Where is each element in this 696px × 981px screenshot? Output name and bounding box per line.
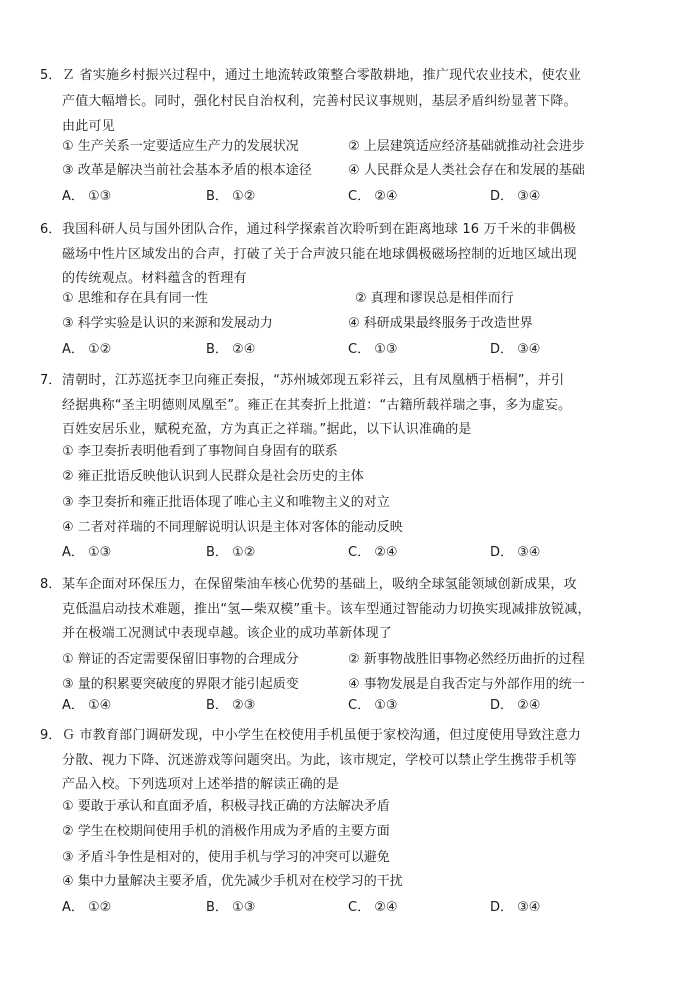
question-stem-line: 分散、视力下降、沉迷游戏等问题突出。为此，该市规定，学校可以禁止学生携带手机等: [62, 753, 577, 768]
answer-choice: D． ②④: [490, 698, 541, 713]
answer-choice: C． ①③: [348, 342, 398, 357]
question-stem-line: 产品入校。下列选项对上述举措的解读正确的是: [62, 777, 340, 792]
statement-option: ④ 科研成果最终服务于改造世界: [348, 316, 533, 331]
answer-choice: B． ②③: [206, 698, 256, 713]
statement-option: ④ 人民群众是人类社会存在和发展的基础: [348, 163, 585, 178]
statement-option: ② 新事物战胜旧事物必然经历曲折的过程: [348, 652, 585, 667]
answer-choice: A． ①②: [62, 900, 112, 915]
question-stem-line: 百姓安居乐业，赋税充盈，方为真正之祥瑞。”据此，以下认识准确的是: [62, 422, 472, 437]
statement-option: ① 辩证的否定需要保留旧事物的合理成分: [62, 652, 299, 667]
answer-choice: C． ①③: [348, 698, 398, 713]
statement-option: ③ 矛盾斗争性是相对的，使用手机与学习的冲突可以避免: [62, 850, 390, 865]
statement-option: ③ 科学实验是认识的来源和发展动力: [62, 316, 273, 331]
answer-choice: D． ③④: [490, 545, 541, 560]
question-stem-line: Ｇ 市教育部门调研发现，中小学生在校使用手机虽便于家校沟通，但过度使用导致注意力: [62, 728, 582, 743]
statement-option: ② 真理和谬误总是相伴而行: [355, 291, 514, 306]
answer-choice: B． ②④: [206, 342, 256, 357]
question-number: 6．: [40, 222, 62, 237]
answer-choice: D． ③④: [490, 342, 541, 357]
question-stem-line: 的传统观点。材料蕴含的哲理有: [62, 271, 247, 286]
answer-choice: C． ②④: [348, 545, 398, 560]
answer-choice: A． ①③: [62, 545, 112, 560]
question-number: 9．: [40, 728, 62, 743]
statement-option: ③ 改革是解决当前社会基本矛盾的根本途径: [62, 163, 312, 178]
statement-option: ① 思维和存在具有同一性: [62, 291, 208, 306]
answer-choice: A． ①②: [62, 342, 112, 357]
question-stem-line: 并在极端工况测试中表现卓越。该企业的成功革新体现了: [62, 626, 393, 641]
question-stem-line: Ｚ 省实施乡村振兴过程中，通过土地流转政策整合零散耕地，推广现代农业技术，使农业: [62, 68, 582, 83]
question-number: 5．: [40, 68, 62, 83]
statement-option: ① 生产关系一定要适应生产力的发展状况: [62, 139, 299, 154]
question-stem-line: 克低温启动技术难题，推出“氢—柴双模”重卡。该车型通过智能动力切换实现减排放锐减，: [62, 602, 591, 617]
question-number: 8．: [40, 577, 62, 592]
question-stem-line: 由此可见: [62, 119, 115, 134]
question-stem-line: 经据典称“圣主明德则凤凰至”。雍正在其奏折上批道：“古籍所载祥瑞之事，多为虚妄。: [62, 398, 572, 413]
statement-option: ① 李卫奏折表明他看到了事物间自身固有的联系: [62, 444, 338, 459]
question-stem-line: 某车企面对环保压力，在保留柴油车核心优势的基础上，吸纳全球氢能领域创新成果，攻: [62, 577, 577, 592]
answer-choice: A． ①③: [62, 189, 112, 204]
question-number: 7．: [40, 373, 62, 388]
statement-option: ④ 集中力量解决主要矛盾，优先减少手机对在校学习的干扰: [62, 874, 403, 889]
answer-choice: D． ③④: [490, 189, 541, 204]
statement-option: ② 学生在校期间使用手机的消极作用成为矛盾的主要方面: [62, 824, 390, 839]
question-stem-line: 磁场中性片区域发出的合声，打破了关于合声波只能在地球偶极磁场控制的近地区域出现: [62, 247, 577, 262]
question-stem-line: 我国科研人员与国外团队合作，通过科学探索首次聆听到在距离地球 16 万千米的非偶极: [62, 222, 577, 237]
answer-choice: C． ②④: [348, 189, 398, 204]
statement-option: ① 要敢于承认和直面矛盾，积极寻找正确的方法解决矛盾: [62, 799, 390, 814]
answer-choice: B． ①③: [206, 900, 256, 915]
statement-option: ② 雍正批语反映他认识到人民群众是社会历史的主体: [62, 469, 364, 484]
statement-option: ④ 事物发展是自我否定与外部作用的统一: [348, 677, 585, 692]
answer-choice: D． ③④: [490, 900, 541, 915]
answer-choice: B． ①②: [206, 545, 256, 560]
question-stem-line: 清朝时，江苏巡抚李卫向雍正奏报，“苏州城郊现五彩祥云，且有凤凰栖于梧桐”，并引: [62, 373, 565, 388]
answer-choice: B． ①②: [206, 189, 256, 204]
answer-choice: C． ②④: [348, 900, 398, 915]
question-stem-line: 产值大幅增长。同时，强化村民自治权利，完善村民议事规则，基层矛盾纠纷显著下降。: [62, 94, 577, 109]
statement-option: ④ 二者对祥瑞的不同理解说明认识是主体对客体的能动反映: [62, 520, 403, 535]
statement-option: ③ 李卫奏折和雍正批语体现了唯心主义和唯物主义的对立: [62, 495, 390, 510]
statement-option: ② 上层建筑适应经济基础就推动社会进步: [348, 139, 585, 154]
answer-choice: A． ①④: [62, 698, 112, 713]
statement-option: ③ 量的积累要突破度的界限才能引起质变: [62, 677, 299, 692]
